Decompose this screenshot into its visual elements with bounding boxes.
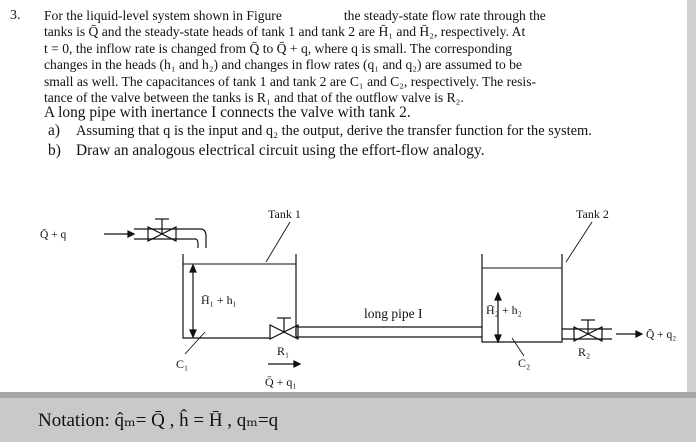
c1-label: C₁ <box>176 357 189 371</box>
head1-arrowhead-top <box>190 265 196 272</box>
flow1-arrowhead <box>294 361 300 367</box>
problem-line-6: tance of the valve between the tanks is R₁ and that of the outflow valve is R₂. <box>44 90 464 106</box>
part-b-label: b) <box>48 142 61 159</box>
head2-arrowhead-bottom <box>495 335 501 342</box>
part-a-label: a) <box>48 122 60 139</box>
head1-arrowhead-bottom <box>190 330 196 337</box>
flow1-label: Q̄ + q₁ <box>265 375 297 389</box>
notation-footer <box>0 392 696 442</box>
tank1-label: Tank 1 <box>268 207 301 221</box>
problem-line-4: changes in the heads (h₁ and h₂) and changes in flow rates (q₁ and q₂) are assumed to be <box>44 57 522 73</box>
tank1-pointer <box>266 222 290 262</box>
outflow-arrowhead <box>636 331 642 337</box>
head2-arrowhead-top <box>495 293 501 300</box>
problem-number: 3. <box>10 8 21 23</box>
inlet-pipe-elbow-outer <box>200 229 206 248</box>
c2-pointer <box>512 338 524 356</box>
c1-pointer <box>185 332 205 354</box>
pipe-label: long pipe I <box>364 306 423 321</box>
head1-label: H̄₁ + h₁ <box>201 293 237 307</box>
problem-line-5: small as well. The capacitances of tank 1 and tank 2 are C₁ and C₂, respectively. The resis- <box>44 73 537 89</box>
r2-label: R₂ <box>578 345 591 359</box>
tank2-wall <box>482 254 562 342</box>
part-b-text: Draw an analogous electrical circuit using the effort-flow analogy. <box>76 142 485 159</box>
c2-label: C₂ <box>518 356 531 370</box>
problem-line-3: t = 0, the inflow rate is changed from Q̄ to Q̄ + q, where q is small. The corresponding <box>44 40 513 56</box>
r1-label: R₁ <box>277 344 290 358</box>
part-a-text: Assuming that q is the input and q₂ the output, derive the transfer function for the system. <box>76 123 592 139</box>
inflow-arrowhead <box>128 231 134 237</box>
inflow-label: Q̄ + q <box>40 229 67 241</box>
head2-label: H̄₂ + h₂ <box>486 303 522 317</box>
added-pipe-line: A long pipe with inertance I connects the valve with tank 2. <box>44 104 411 121</box>
valve-r1-left <box>270 325 284 339</box>
notation-text: Notation: q̂ₘ= Q̄ , ĥ = H̄ , qₘ=q <box>38 410 279 431</box>
right-edge-band <box>687 0 696 392</box>
outflow-label: Q̄ + q₂ <box>646 329 677 341</box>
inlet-pipe-elbow-inner <box>196 239 198 248</box>
problem-line-1: For the liquid-level system shown in Figure the steady-state flow rate through the <box>44 8 546 23</box>
problem-line-2: tanks is Q̄ and the steady-state heads of tank 1 and tank 2 are H̄₁ and H̄₂, respectively. At <box>44 24 526 40</box>
tank2-label: Tank 2 <box>576 207 609 221</box>
footer-strip <box>0 392 696 398</box>
tank2-pointer <box>566 222 592 262</box>
